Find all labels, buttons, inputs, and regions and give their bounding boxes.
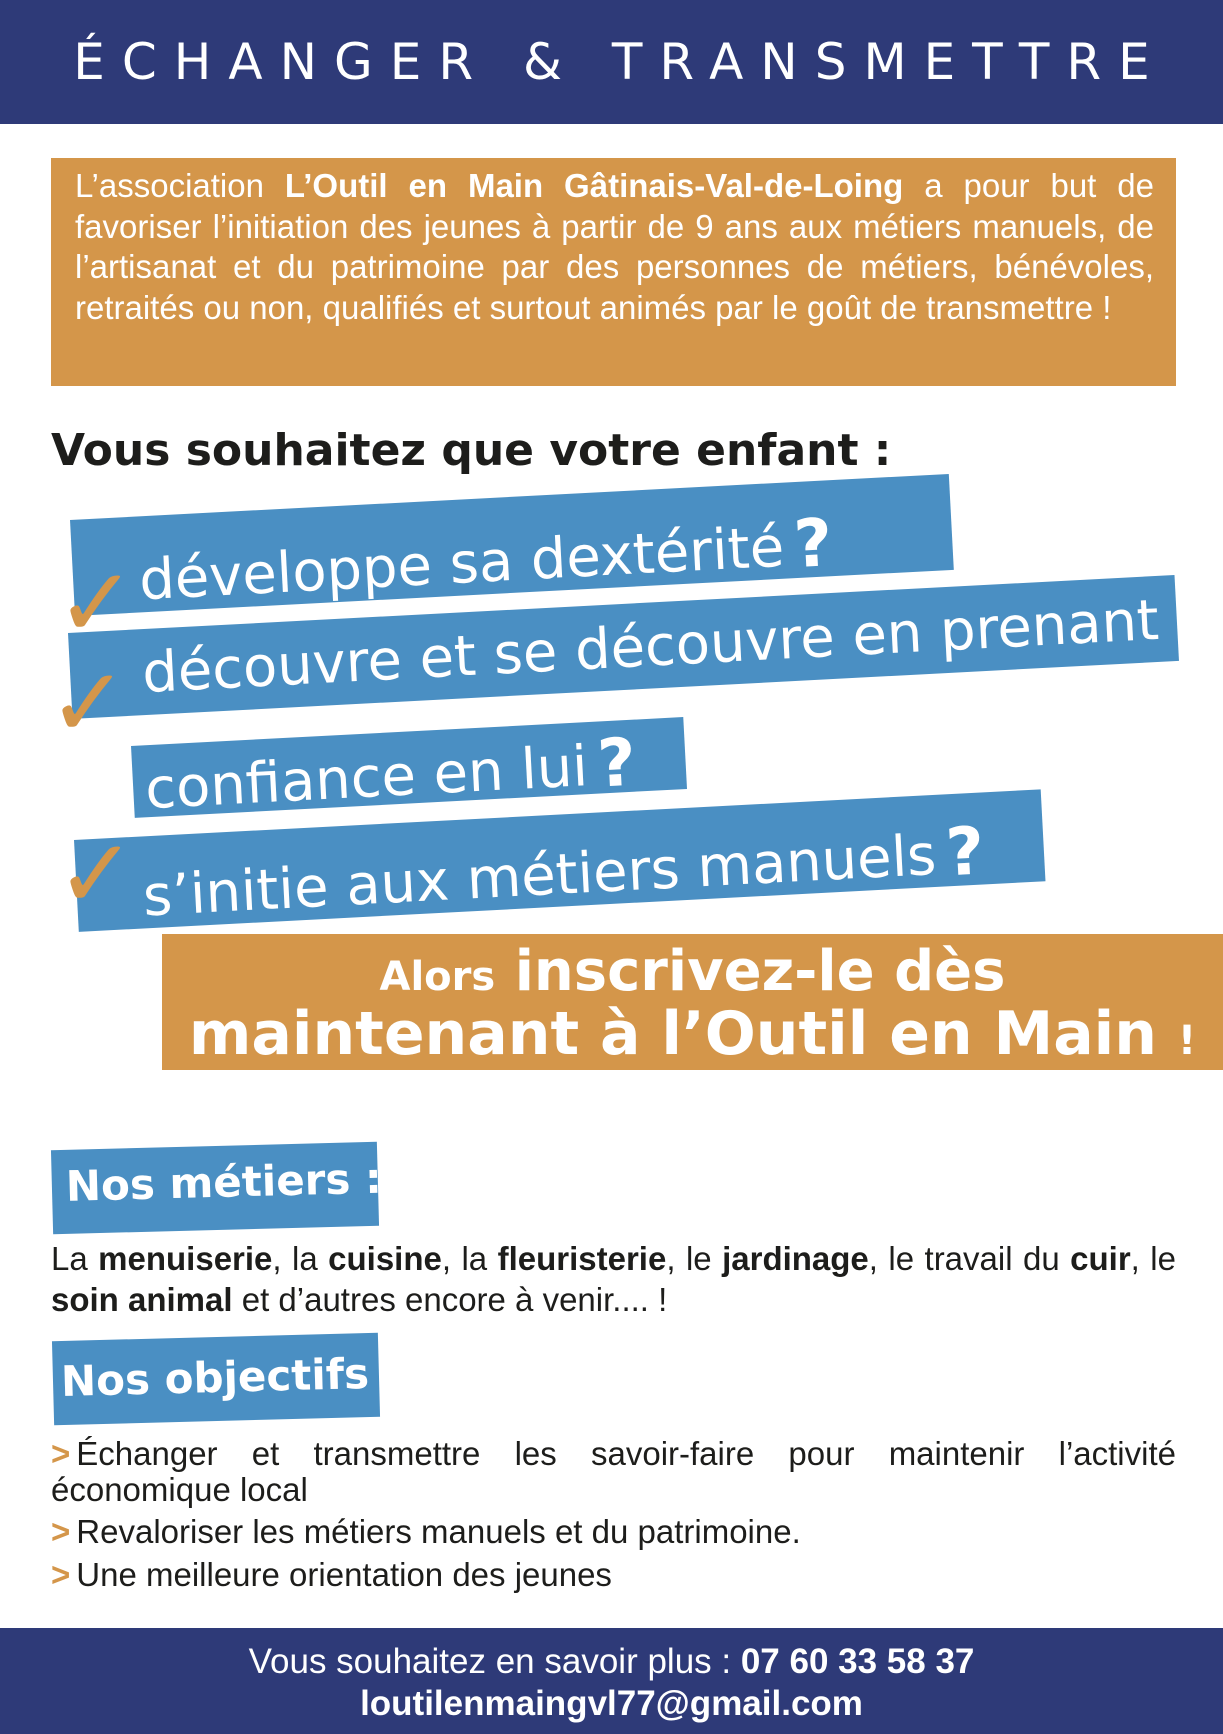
- chevron-right-icon: >: [51, 1556, 71, 1593]
- objective-item: [51, 1436, 1176, 1508]
- metier-fleuristerie: fleuristerie: [497, 1240, 667, 1277]
- footer-band: [0, 1628, 1223, 1734]
- checklist-text: découvre et se découvre en prenant: [140, 587, 1161, 707]
- objective-text: Une meilleure orientation des jeunes: [76, 1556, 612, 1593]
- metier-menuiserie: menuiserie: [98, 1240, 273, 1277]
- checklist-text: s’initie aux métiers manuels: [141, 822, 938, 930]
- intro-prefix: L’association: [75, 167, 285, 204]
- metiers-part: , le travail du: [868, 1240, 1071, 1277]
- checkmark-icon: ✓: [56, 818, 137, 930]
- intro-text: a pour but de favoriser l’initiation des jeunes à partir de 9 ans aux métiers manuels, de l’artisanat et du patrimoine par des personnes de métiers, bénévoles, retraités ou non, qualifiés et surtout animés par le goût de transmettre !: [75, 167, 1154, 326]
- metiers-text: [51, 1238, 1176, 1320]
- question-mark: ?: [943, 812, 987, 892]
- objectifs-heading: Nos objectifs :: [52, 1333, 380, 1426]
- metiers-part: La: [51, 1240, 99, 1277]
- checkmark-icon: ✓: [56, 547, 137, 659]
- objective-item: [51, 1557, 1176, 1593]
- phone-number[interactable]: 07 60 33 58 37: [740, 1642, 975, 1681]
- intro-box: [51, 158, 1176, 386]
- checklist-text: développe sa dextérité: [137, 514, 786, 614]
- cta-alors: Alors: [379, 954, 496, 1000]
- metiers-part: et d’autres encore à venir.... !: [232, 1281, 668, 1318]
- objective-item: [51, 1514, 1176, 1550]
- cta-line1: inscrivez-le dès: [514, 939, 1006, 1004]
- chevron-right-icon: >: [51, 1513, 71, 1550]
- metier-cuisine: cuisine: [328, 1240, 442, 1277]
- metier-cuir: cuir: [1070, 1240, 1131, 1277]
- objective-text: Revaloriser les métiers manuels et du patrimoine.: [76, 1513, 801, 1550]
- email-address[interactable]: loutilenmaingvl77@gmail.com: [360, 1684, 863, 1723]
- metiers-part: , la: [441, 1240, 498, 1277]
- call-to-action-banner: [162, 934, 1223, 1070]
- checklist-text: confiance en lui: [143, 734, 590, 823]
- metiers-heading: Nos métiers :: [51, 1142, 379, 1235]
- metiers-part: , le: [666, 1240, 723, 1277]
- question-mark: ?: [791, 504, 835, 584]
- cta-line2: maintenant à l’Outil en Main: [188, 999, 1157, 1069]
- objective-text: Échanger et transmettre les savoir-faire pour maintenir l’activité économique local: [51, 1435, 1176, 1508]
- question-mark: ?: [595, 723, 638, 803]
- metiers-part: , le: [1130, 1240, 1176, 1277]
- footer-prompt: Vous souhaitez en savoir plus :: [248, 1642, 741, 1681]
- association-name: L’Outil en Main Gâtinais-Val-de-Loing: [284, 167, 904, 204]
- metiers-part: , la: [272, 1240, 329, 1277]
- checkmark-icon: ✓: [48, 647, 129, 759]
- checklist-item-continuation: [131, 717, 687, 823]
- metier-jardinage: jardinage: [722, 1240, 869, 1277]
- metier-soin-animal: soin animal: [51, 1281, 233, 1318]
- page-title: ÉCHANGER & TRANSMETTRE: [73, 33, 1167, 91]
- chevron-right-icon: >: [51, 1435, 71, 1472]
- cta-exclamation: !: [1177, 1018, 1197, 1064]
- question-heading: Vous souhaitez que votre enfant :: [51, 425, 892, 476]
- header-band: [0, 0, 1223, 124]
